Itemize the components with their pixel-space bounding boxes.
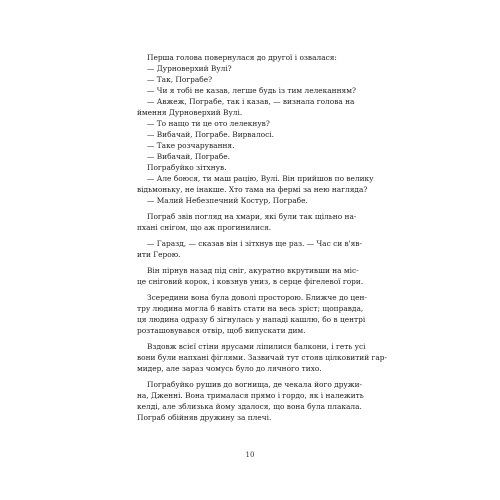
text-line: Він пірнув назад під сніг, акуратно вкрутивши на міс- [147,266,359,275]
text-line: — Малий Небезпечний Костур, Пограбе. [147,196,308,205]
text-line: мидер, але зараз чомусь було до лячного тихо. [137,364,322,373]
text-line: келді, але зблизька йому здалося, що вона була плакала. [137,402,362,411]
body-text [137,52,387,423]
text-line: — Таке розчарування. [147,141,235,150]
text-line: Вздовж всієї стіни ярусами ліпилися балкони, і геть усі [147,342,366,351]
text-line: — Гаразд, — сказав він і зітхнув ще раз. — Час си в'яв- [147,239,362,248]
text-line: — То нащо ти це ото лелекнув? [147,119,270,128]
text-line: пхані снігом, що аж прогинилися. [137,223,272,232]
text-line: на, Дженні. Вона трималася прямо і гордо, як і належить [137,391,364,400]
text-line: ити Герою. [137,250,181,259]
text-line: це сніговий корок, і ковзнув униз, в серце фігелевої гори. [137,277,364,286]
text-line: розташовувався отвір, щоб випускати дим. [137,326,306,335]
text-line: — Вибачай, Пограбе. Вирвалосі. [147,130,274,139]
text-line: — Дурноверхий Вулі? [147,64,232,73]
text-line: ймення Дурноверхий Вулі. [137,108,243,117]
text-line: — Авжеж, Пограбе, так і казав, — визнала голова на [147,97,355,106]
page-number: 10 [245,451,255,459]
text-line: відьмоньку, не інакше. Хто тама на фермі за нею нагляда? [137,185,368,194]
text-line: ця людина одразу б зігнулась у нападі кашлю, бо в центрі [137,315,366,324]
text-line: Перша голова повернулася до другої і озвалася: [147,53,337,62]
text-line: — Так, Пограбе? [147,75,213,84]
text-line: Пограбуйко рушив до вогнища, де чекала його дружи- [147,380,362,389]
text-line: — Але боюся, ти маш рацію, Вулі. Він прийшов по велику [147,174,374,183]
text-line: — Чи я тобі не казав, легше будь із тим лелеканням? [147,86,356,95]
text-line: Пограб обійняв дружину за плечі. [137,413,272,422]
text-line: Пограб звів погляд на хмари, які були так щільно на- [147,212,357,221]
text-line: — Вибачай, Пограбе. [147,152,230,161]
text-line: Зсередини вона була доволі просторою. Ближче до цен- [147,293,367,302]
text-line: вони були напхані фіглями. Зазвичай тут стояв цілковитий гар- [137,353,387,362]
text-line: тру людина могла б навіть стати на весь зріст; щоправда, [137,304,364,313]
text-line: Пограбуйко зітхнув. [147,163,227,172]
